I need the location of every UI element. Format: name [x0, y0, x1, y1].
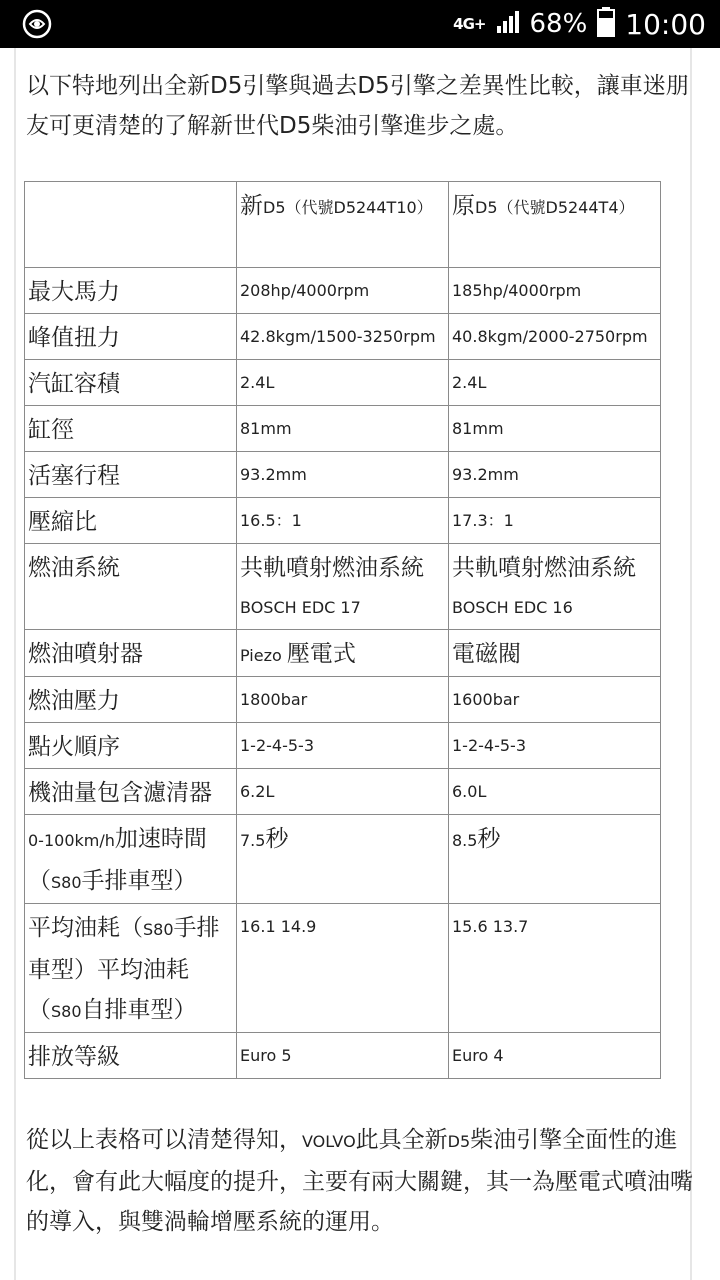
- header-empty-cell: [25, 182, 237, 268]
- row-new-value: 42.8kgm/1500-3250rpm: [237, 314, 449, 360]
- outro-d5: D5: [447, 1132, 471, 1151]
- table-row: [25, 360, 661, 406]
- table-row: [25, 815, 661, 904]
- row-label: [25, 815, 237, 904]
- table-row: [25, 677, 661, 723]
- fuel-system-old: 共軌噴射燃油系統: [452, 555, 636, 581]
- battery-percent: 68%: [529, 9, 588, 39]
- table-row: [25, 268, 661, 314]
- status-bar: [0, 0, 720, 48]
- row-new-value: 208hp/4000rpm: [237, 268, 449, 314]
- outro-paragraph: [26, 1120, 698, 1242]
- signal-icon: [496, 10, 520, 38]
- row-old-value: 17.3：1: [449, 498, 661, 544]
- fuel-system-new: 共軌噴射燃油系統: [240, 555, 424, 581]
- header-old-prefix: 原: [452, 193, 475, 219]
- row-old-value: 6.0L: [449, 769, 661, 815]
- row-label: 燃油系統: [25, 544, 237, 630]
- row-old-value: 81mm: [449, 406, 661, 452]
- row-old-value: 15.6 13.7: [449, 904, 661, 1033]
- row-label: 點火順序: [25, 723, 237, 769]
- notification-icon: [22, 9, 52, 39]
- row-new-value: 1-2-4-5-3: [237, 723, 449, 769]
- table-row: [25, 544, 661, 630]
- row-new-value: Euro 5: [237, 1033, 449, 1079]
- left-divider: [14, 48, 16, 1280]
- row-label: 汽缸容積: [25, 360, 237, 406]
- table-row: [25, 1033, 661, 1079]
- table-row: [25, 314, 661, 360]
- accel-old-unit: 秒: [477, 826, 501, 852]
- row-label: 燃油壓力: [25, 677, 237, 723]
- row-new-value: 1800bar: [237, 677, 449, 723]
- row-new-value: [237, 630, 449, 677]
- row-label: 最大馬力: [25, 268, 237, 314]
- accel-new-unit: 秒: [265, 826, 289, 852]
- clock: 10:00: [625, 7, 706, 41]
- outro-brand: VOLVO: [302, 1132, 356, 1151]
- header-new-prefix: 新: [240, 193, 263, 219]
- table-row: [25, 723, 661, 769]
- row-old-value: 電磁閥: [449, 630, 661, 677]
- row-label: 機油量包含濾清器: [25, 769, 237, 815]
- row-old-value: 40.8kgm/2000-2750rpm: [449, 314, 661, 360]
- row-old-value: 2.4L: [449, 360, 661, 406]
- fuel-label-text3: 自排車型）: [81, 997, 197, 1023]
- table-row: [25, 630, 661, 677]
- fuel-system-new-sub: BOSCH EDC 17: [240, 598, 361, 617]
- row-new-value: 16.1 14.9: [237, 904, 449, 1033]
- row-new-value: 16.5：1: [237, 498, 449, 544]
- network-icon: 4G+: [453, 15, 486, 33]
- fuel-label-model: S80: [143, 920, 174, 939]
- outro-text-2: 此具全新: [355, 1127, 448, 1153]
- row-new-value: [237, 544, 449, 630]
- injector-new-prefix: Piezo: [240, 646, 287, 665]
- row-new-value: 93.2mm: [237, 452, 449, 498]
- row-old-value: [449, 815, 661, 904]
- table-header-row: [25, 182, 661, 268]
- accel-new-number: 7.5: [240, 831, 266, 850]
- row-label: 排放等級: [25, 1033, 237, 1079]
- row-new-value: 81mm: [237, 406, 449, 452]
- injector-new: 壓電式: [286, 641, 356, 667]
- fuel-label-model2: S80: [51, 1002, 82, 1021]
- header-new-cell: [237, 182, 449, 268]
- row-old-value: 1-2-4-5-3: [449, 723, 661, 769]
- outro-text-3: 柴油引擎全面性的進化，會有此大幅度的提升，主要有兩大關鍵，其一為壓電式噴油嘴的導入，與雙渦輪增壓系統的運用。: [26, 1127, 693, 1235]
- row-old-value: Euro 4: [449, 1033, 661, 1079]
- fuel-label-text2: 手排車型）平均油耗（: [28, 915, 220, 1023]
- table-row: [25, 452, 661, 498]
- accel-label-text2: 手排車型）: [81, 868, 197, 894]
- header-old-code: D5（代號D5244T4）: [475, 198, 635, 217]
- accel-label-text: 加速時間（: [28, 826, 207, 894]
- row-label: 缸徑: [25, 406, 237, 452]
- row-old-value: [449, 544, 661, 630]
- row-label: 峰值扭力: [25, 314, 237, 360]
- spec-comparison-table: [24, 181, 661, 1079]
- intro-paragraph: 以下特地列出全新D5引擎與過去D5引擎之差異性比較，讓車迷朋友可更清楚的了解新世代D5柴油引擎進步之處。: [26, 73, 689, 139]
- header-old-cell: [449, 182, 661, 268]
- fuel-system-old-sub: BOSCH EDC 16: [452, 598, 573, 617]
- outro-text-1: 從以上表格可以清楚得知，: [26, 1127, 302, 1153]
- header-new-code: D5（代號D5244T10）: [263, 198, 433, 217]
- table-row: [25, 498, 661, 544]
- table-row: [25, 769, 661, 815]
- row-new-value: 2.4L: [237, 360, 449, 406]
- table-row: [25, 406, 661, 452]
- row-old-value: 1600bar: [449, 677, 661, 723]
- fuel-label-text: 平均油耗（: [28, 915, 143, 941]
- accel-old-number: 8.5: [452, 831, 478, 850]
- right-divider: [690, 48, 692, 1280]
- accel-label-unit: 0-100km/h: [28, 831, 115, 850]
- battery-icon: [597, 7, 615, 41]
- article-content[interactable]: [0, 48, 720, 1280]
- row-new-value: [237, 815, 449, 904]
- table-row: [25, 904, 661, 1033]
- accel-label-model: S80: [51, 873, 82, 892]
- row-old-value: 185hp/4000rpm: [449, 268, 661, 314]
- row-old-value: 93.2mm: [449, 452, 661, 498]
- row-label: [25, 904, 237, 1033]
- row-label: 活塞行程: [25, 452, 237, 498]
- row-label: 壓縮比: [25, 498, 237, 544]
- row-new-value: 6.2L: [237, 769, 449, 815]
- row-label: 燃油噴射器: [25, 630, 237, 677]
